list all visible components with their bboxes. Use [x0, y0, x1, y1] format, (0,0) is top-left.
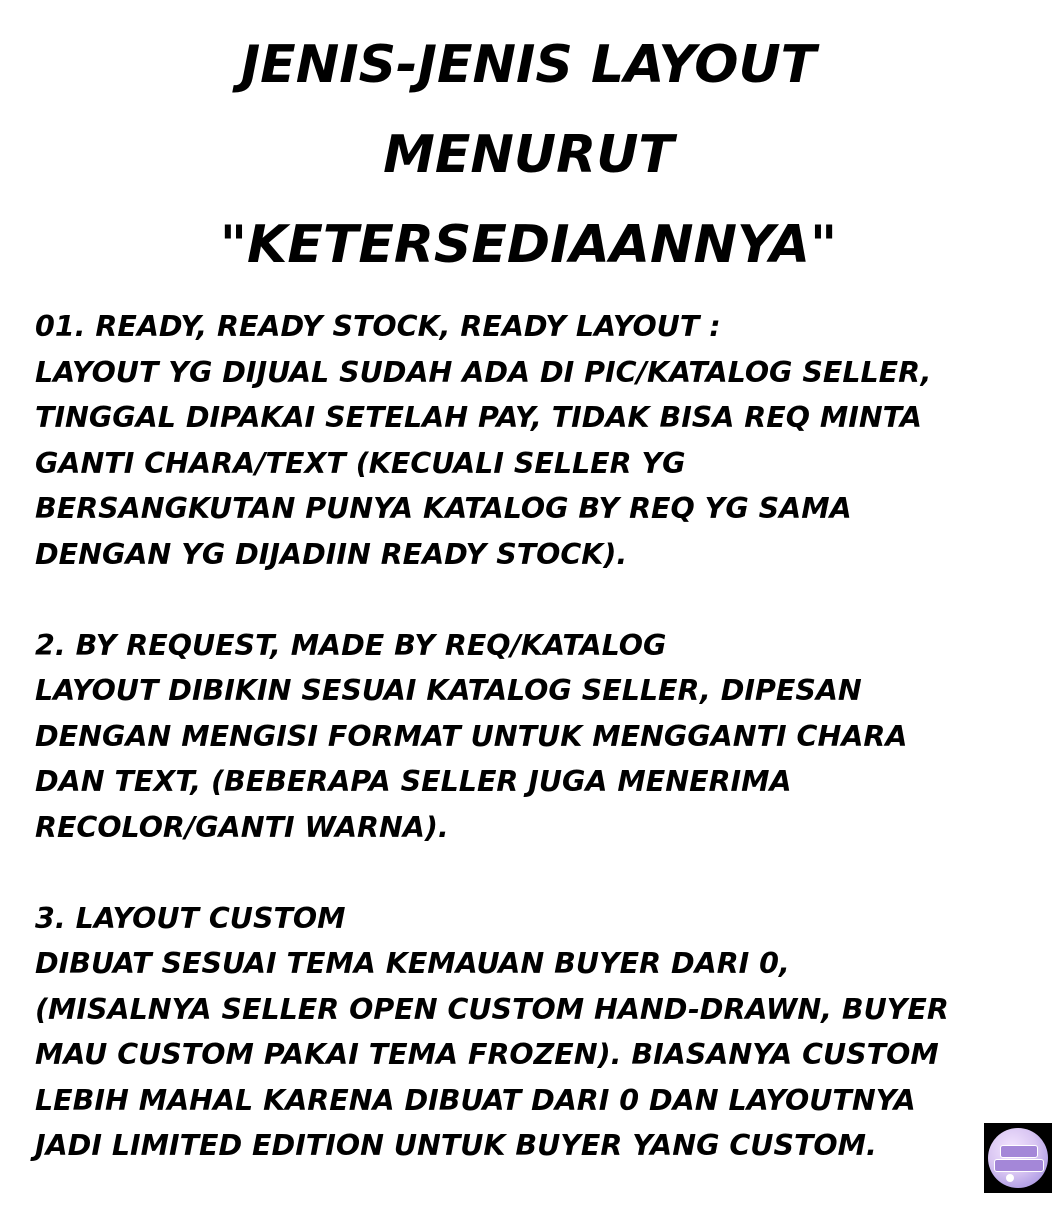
title-line-1: JENIS-JENIS LAYOUT	[240, 35, 817, 95]
paragraph-line: TINGGAL DIPAKAI SETELAH PAY, TIDAK BISA REQ MINTA	[35, 401, 922, 434]
paragraph-line: DENGAN YG DIJADIIN READY STOCK).	[35, 537, 628, 571]
page-title	[0, 20, 1057, 290]
paragraph-line: BERSANGKUTAN PUNYA KATALOG BY REQ YG SAMA	[35, 492, 852, 525]
paragraph-line: RECOLOR/GANTI WARNA).	[35, 810, 449, 844]
section-custom	[35, 896, 1035, 1169]
paragraph-line: DIBUAT SESUAI TEMA KEMAUAN BUYER DARI 0,	[35, 947, 790, 980]
title-line-3: "KETERSEDIAANNYA"	[219, 215, 838, 275]
paragraph-line: (MISALNYA SELLER OPEN CUSTOM HAND-DRAWN, BUYER	[35, 992, 949, 1026]
paragraph-line: LEBIH MAHAL KARENA DIBUAT DARI 0 DAN LAYOUTNYA	[35, 1083, 916, 1117]
paragraph-line: GANTI CHARA/TEXT (KECUALI SELLER YG	[35, 446, 686, 480]
paragraph-line: JADI LIMITED EDITION UNTUK BUYER YANG CUSTOM.	[35, 1129, 877, 1162]
logo-disc	[988, 1128, 1048, 1188]
section-heading: 3. LAYOUT CUSTOM	[35, 901, 346, 935]
paragraph-line: LAYOUT YG DIJUAL SUDAH ADA DI PIC/KATALOG SELLER,	[35, 355, 932, 389]
section-ready-stock	[35, 304, 1035, 577]
paragraph-line: DENGAN MENGISI FORMAT UNTUK MENGGANTI CHARA	[35, 719, 908, 753]
paragraph-line: MAU CUSTOM PAKAI TEMA FROZEN). BIASANYA CUSTOM	[35, 1038, 939, 1071]
paragraph-line: LAYOUT DIBIKIN SESUAI KATALOG SELLER, DIPESAN	[35, 674, 862, 707]
section-heading: 2. BY REQUEST, MADE BY REQ/KATALOG	[35, 628, 667, 662]
logo-badge-icon	[984, 1123, 1052, 1193]
section-by-request	[35, 623, 1035, 851]
title-line-2: MENURUT	[383, 125, 674, 185]
section-heading: 01. READY, READY STOCK, READY LAYOUT :	[35, 310, 721, 343]
paragraph-line: DAN TEXT, (BEBERAPA SELLER JUGA MENERIMA	[35, 765, 792, 798]
document-body	[35, 304, 1035, 1214]
